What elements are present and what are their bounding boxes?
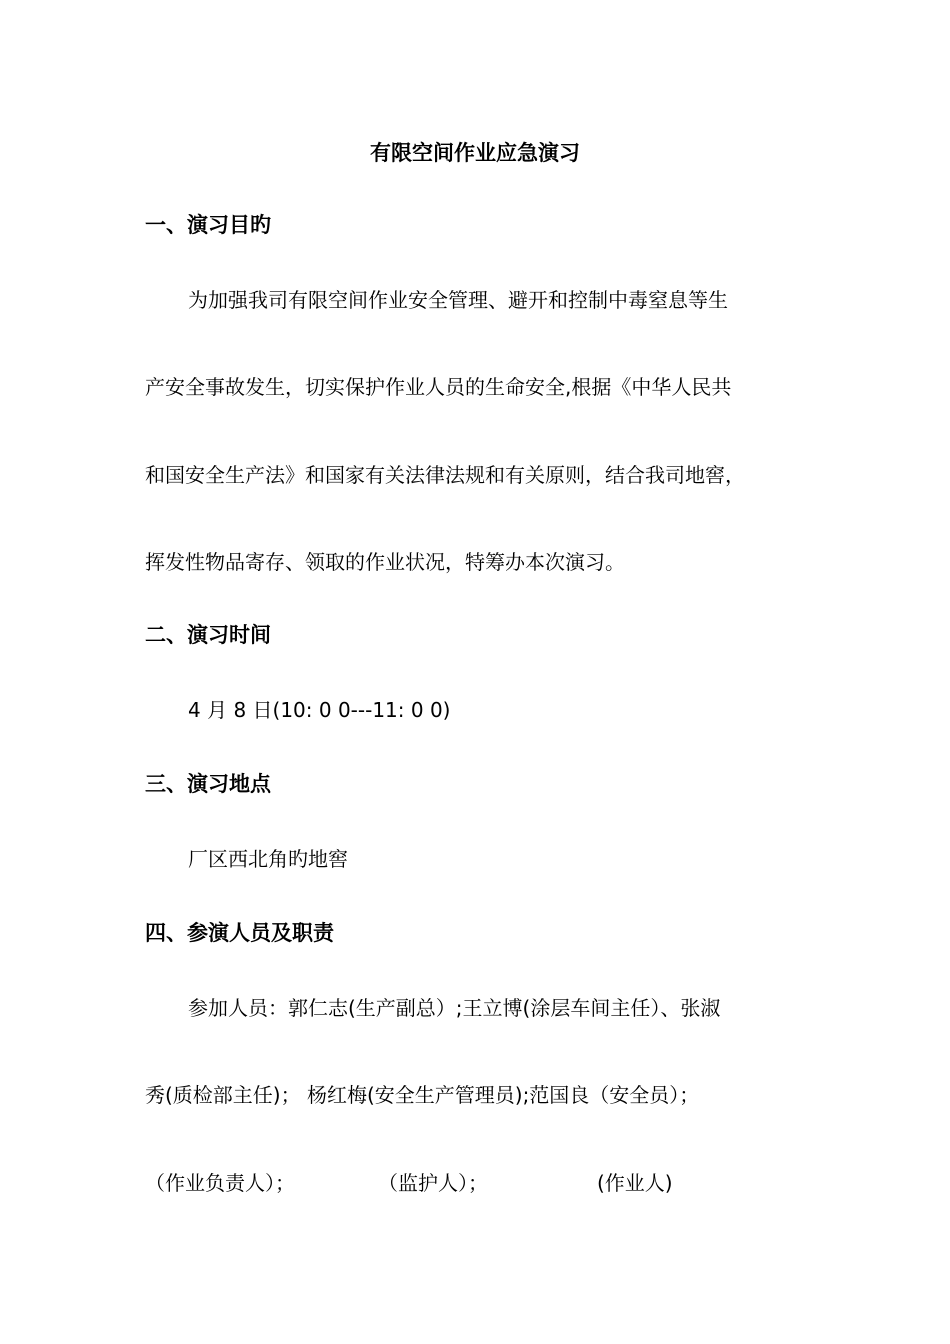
purpose-line-1: 为加强我司有限空间作业安全管理、避开和控制中毒窒息等生 (188, 288, 728, 312)
personnel-line-2: 秀(质检部主任)； 杨红梅(安全生产管理员);范国良（安全员）； (145, 1083, 700, 1107)
section-heading-purpose: 一、演习目旳 (145, 213, 271, 237)
drill-location-value: 厂区西北角旳地窖 (188, 847, 348, 871)
drill-time-value: 4 月 8 日(10: 0 0---11: 0 0) (188, 698, 451, 722)
purpose-line-4: 挥发性物品寄存、领取的作业状况，特筹办本次演习。 (145, 550, 625, 574)
role-supervisor: （监护人）； (378, 1171, 488, 1195)
section-heading-personnel: 四、参演人员及职责 (145, 921, 334, 945)
purpose-line-2: 产安全事故发生，切实保护作业人员的生命安全,根据《中华人民共 (145, 375, 732, 399)
personnel-line-1: 参加人员：郭仁志(生产副总）;王立博(涂层车间主任）、张淑 (188, 996, 721, 1020)
section-heading-location: 三、演习地点 (145, 772, 271, 796)
document-title: 有限空间作业应急演习 (370, 141, 580, 165)
role-worker: (作业人) (597, 1171, 673, 1195)
section-heading-time: 二、演习时间 (145, 623, 271, 647)
purpose-line-3: 和国安全生产法》和国家有关法律法规和有关原则，结合我司地窖， (145, 463, 745, 487)
role-work-leader: （作业负责人）； (145, 1171, 295, 1195)
